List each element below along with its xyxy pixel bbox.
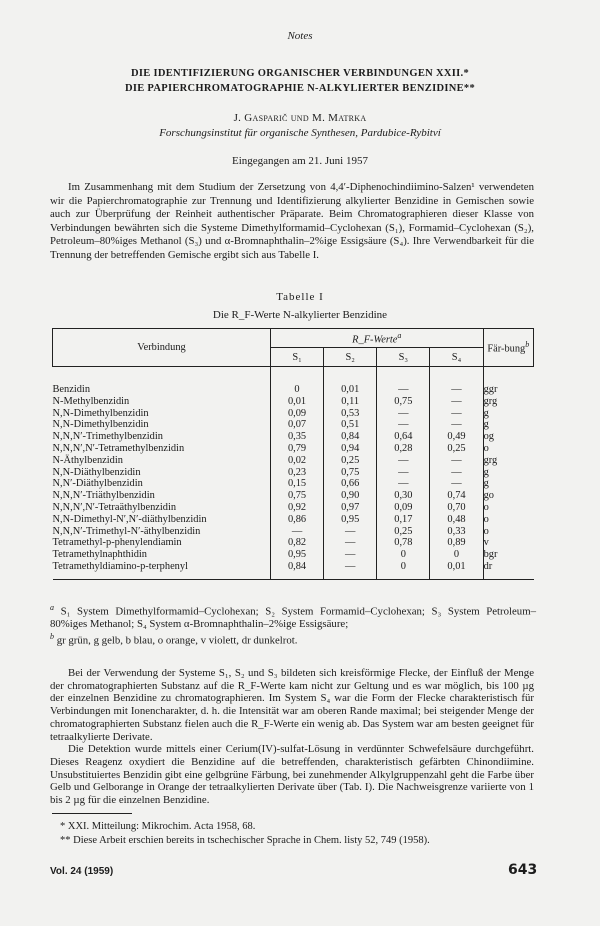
affiliation: Forschungsinstitut für organische Synthesen, Pardubice-Rybitví xyxy=(159,127,441,139)
rf-s3-cell: 0 xyxy=(377,549,430,561)
rf-values-table xyxy=(52,328,534,580)
rf-s1-cell: 0,02 xyxy=(270,455,323,467)
note-1: * XXI. Mitteilung: Mikrochim. Acta 1958, 68. xyxy=(60,821,256,832)
body-paragraph-2: Die Detektion wurde mittels einer Cerium(IV)-sulfat-Lösung in verdünnter Schwefelsäure durchgeführt. Dieses Reagenz oxydiert die Benzidine auf die betreffenden, charakteristisch gefärbten Chinondiimine. Unsubstituiertes Benzidin gibt eine gelbgrüne Färbung, bei zunehmender Alkylgruppenzahl geht die Farbe über Gelb und Gelborange in Orange der tetraalkylierten Derivate über (Tab. I). Die Nachweisgrenze variierte von 1 bis 2 µg für die einzelnen Benzidine. xyxy=(50,743,534,807)
compound-cell: N,N,N′,N′-Tetramethylbenzidin xyxy=(53,443,271,455)
table-row xyxy=(53,467,534,479)
rf-s4-cell: 0,89 xyxy=(430,537,483,549)
rf-s2-cell: — xyxy=(324,526,377,538)
table-caption: Die R_F-Werte N-alkylierter Benzidine xyxy=(212,309,388,321)
table-label: Tabelle I xyxy=(276,291,324,303)
color-cell: ggr xyxy=(483,384,498,395)
footnote-b: $^b$ gr grün, g gelb, b blau, o orange, v violett, dr dunkelrot. xyxy=(50,632,298,647)
table-body xyxy=(53,367,534,580)
rf-s2-cell: 0,51 xyxy=(324,419,377,431)
compound-cell: N,N′-Diäthylbenzidin xyxy=(53,478,271,490)
rf-s1-cell: 0,79 xyxy=(270,443,323,455)
title-line-1: DIE IDENTIFIZIERUNG ORGANISCHER VERBINDUNGEN XXII.* xyxy=(130,68,470,79)
table-row xyxy=(53,455,534,467)
rf-s4-cell: — xyxy=(430,478,483,490)
color-cell: g xyxy=(483,407,489,419)
rf-s3-cell: — xyxy=(377,478,430,490)
page-number: 643 xyxy=(508,862,538,878)
table-row xyxy=(53,419,534,431)
table-row xyxy=(53,384,534,396)
rf-s1-cell: 0,09 xyxy=(270,408,323,420)
rf-s4-cell: 0,33 xyxy=(430,526,483,538)
rf-s3-cell: 0,64 xyxy=(377,431,430,443)
table-row xyxy=(53,490,534,502)
header-compound: Verbindung xyxy=(53,329,271,367)
table-row xyxy=(53,549,534,561)
rf-s3-cell: 0,25 xyxy=(377,526,430,538)
compound-cell: N,N-Dimethylbenzidin xyxy=(53,419,271,431)
table-row xyxy=(53,478,534,490)
header-color-text: Fär-bung xyxy=(487,343,526,355)
table-end-row xyxy=(53,573,534,580)
table-row xyxy=(53,526,534,538)
rf-s3-cell: 0,75 xyxy=(377,396,430,408)
compound-cell: N-Methylbenzidin xyxy=(53,396,271,408)
rf-s2-cell: 0,75 xyxy=(324,467,377,479)
color-cell: grg xyxy=(483,454,498,466)
footnote-b-text: gr grün, g gelb, b blau, o orange, v violett, dr dunkelrot. xyxy=(56,634,298,647)
header-s1: S₁ xyxy=(270,348,323,367)
compound-cell: N,N-Dimethylbenzidin xyxy=(53,408,271,420)
compound-cell: Tetramethyl-p-phenylendiamin xyxy=(53,537,271,549)
header-rf-footnote-mark: a xyxy=(397,330,402,340)
rf-s4-cell: 0,48 xyxy=(430,514,483,526)
rf-s4-cell: — xyxy=(430,455,483,467)
footnote-a-text: S₁ System Dimethylformamid–Cyclohexan; S₂ System Formamid–Cyclohexan; S₃ System Petroleum–80%iges Methanol; S₄ System α-Bromnaphthalin–2%ige Essigsäure; xyxy=(50,605,537,631)
color-cell: o xyxy=(483,513,489,525)
compound-cell: N,N-Diäthylbenzidin xyxy=(53,467,271,479)
rf-s2-cell: — xyxy=(324,537,377,549)
color-cell: bgr xyxy=(483,549,498,561)
rf-s2-cell: 0,53 xyxy=(324,408,377,420)
compound-cell: Tetramethylnaphthidin xyxy=(53,549,271,561)
rf-s1-cell: 0,35 xyxy=(270,431,323,443)
compound-cell: N,N,N′-Triäthylbenzidin xyxy=(53,490,271,502)
rf-s2-cell: 0,90 xyxy=(324,490,377,502)
rf-s4-cell: 0,70 xyxy=(430,502,483,514)
rf-s2-cell: 0,66 xyxy=(324,478,377,490)
running-head: Notes xyxy=(287,30,313,42)
footer-volume: Vol. 24 (1959) xyxy=(50,866,114,877)
intro-paragraph: Im Zusammenhang mit dem Studium der Zersetzung von 4,4′-Diphenochindiimino-Salzen¹ verwendeten wir die Papierchromatographie zur Trennung und Identifizierung alkylierter Benzidine in Gemischen sowie auch zur Überprüfung der Reinheit authentischer Präparate. Beim Chromatographieren dieser Klasse von Verbindungen bewährten sich die Systeme Dimethylformamid–Cyclohexan (S₁), Formamid–Cyclohexan (S₂), Petroleum–80%iges Methanol (S₃) und α-Bromnaphthalin–2%ige Essigsäure (S₄). Ihre Verwendbarkeit für die Trennung der betreffenden Gemische ergibt sich aus Tabelle I. xyxy=(50,181,534,261)
compound-cell: N-Äthylbenzidin xyxy=(53,455,271,467)
rf-s1-cell: 0 xyxy=(270,384,323,396)
rf-s4-cell: — xyxy=(430,408,483,420)
rf-s2-cell: 0,97 xyxy=(324,502,377,514)
rf-s3-cell: — xyxy=(377,384,430,396)
rf-s4-cell: — xyxy=(430,419,483,431)
rf-s1-cell: 0,07 xyxy=(270,419,323,431)
header-rf-values xyxy=(270,329,483,348)
compound-cell: N,N-Dimethyl-N′,N′-diäthylbenzidin xyxy=(53,514,271,526)
table-footnotes xyxy=(50,602,536,648)
rf-s3-cell: — xyxy=(377,408,430,420)
footnote-a: $^a$ S₁ System Dimethylformamid–Cyclohexan; S₂ System Formamid–Cyclohexan; S₃ System Petroleum–80%iges Methanol; S₄ System α-Bromnaphthalin–2%ige Essigsäure; xyxy=(50,603,537,631)
rf-s4-cell: 0,25 xyxy=(430,443,483,455)
header-color xyxy=(483,329,533,367)
table-row xyxy=(53,431,534,443)
header-color-footnote-mark: b xyxy=(525,340,530,350)
table-row xyxy=(53,502,534,514)
rf-s4-cell: — xyxy=(430,384,483,396)
article-title xyxy=(40,66,560,96)
table-row xyxy=(53,408,534,420)
title-line-2: DIE PAPIERCHROMATOGRAPHIE N-ALKYLIERTER BENZIDINE** xyxy=(124,83,476,94)
color-cell: v xyxy=(483,537,489,549)
compound-cell: N,N,N′-Trimethylbenzidin xyxy=(53,431,271,443)
rf-s3-cell: 0,30 xyxy=(377,490,430,502)
body-paragraph-1: Bei der Verwendung der Systeme S₁, S₂ und S₃ bildeten sich kreisförmige Flecke, der Einfluß der Menge der chromatographierten Substanz auf die R_F-Werte kam nicht zur Geltung und es war möglich, bis 100 µg der einzelnen Benzidine zu chromatographieren. Im System S₄ war die Form der Flecke charakteristisch für Verbindungen mit Ionencharakter, d. h. die Intensität war am oberen Rande maximal; bei steigender Menge der chromatographierten Substanz fielen auch die R_F-Werte ein wenig ab. Das System war am besten geeignet für tetraalkylierte Derivate. xyxy=(50,667,534,743)
table-row xyxy=(53,443,534,455)
authors: J. Gasparič und M. Matrka xyxy=(233,112,367,124)
header-s4: S₄ xyxy=(430,348,483,367)
rf-s1-cell: 0,86 xyxy=(270,514,323,526)
header-s3: S₃ xyxy=(377,348,430,367)
note-2: ** Diese Arbeit erschien bereits in tschechischer Sprache in Chem. listy 52, 749 (1958). xyxy=(60,835,430,846)
table-spacer-row xyxy=(53,367,534,385)
table-row xyxy=(53,561,534,573)
table-row xyxy=(53,514,534,526)
color-cell: go xyxy=(483,490,494,502)
rf-s4-cell: 0,01 xyxy=(430,561,483,573)
rf-s1-cell: 0,82 xyxy=(270,537,323,549)
rf-s1-cell: 0,15 xyxy=(270,478,323,490)
rf-s1-cell: 0,84 xyxy=(270,561,323,573)
color-cell: og xyxy=(483,431,494,443)
rf-s4-cell: 0,49 xyxy=(430,431,483,443)
compound-cell: Benzidin xyxy=(53,384,271,396)
rf-s3-cell: 0,78 xyxy=(377,537,430,549)
rf-s3-cell: 0,09 xyxy=(377,502,430,514)
table-row xyxy=(53,396,534,408)
rf-s4-cell: 0 xyxy=(430,549,483,561)
color-cell: g xyxy=(483,466,489,478)
rf-s1-cell: 0,92 xyxy=(270,502,323,514)
rf-s4-cell: — xyxy=(430,396,483,408)
rf-s3-cell: 0 xyxy=(377,561,430,573)
table-row xyxy=(53,537,534,549)
rf-s2-cell: 0,25 xyxy=(324,455,377,467)
rf-s2-cell: — xyxy=(324,561,377,573)
rf-s1-cell: 0,01 xyxy=(270,396,323,408)
rf-s3-cell: — xyxy=(377,419,430,431)
rf-s3-cell: 0,17 xyxy=(377,514,430,526)
rf-s3-cell: 0,28 xyxy=(377,443,430,455)
rf-s1-cell: 0,23 xyxy=(270,467,323,479)
compound-cell: Tetramethyldiamino-p-terphenyl xyxy=(53,561,271,573)
rf-s2-cell: 0,94 xyxy=(324,443,377,455)
color-cell: grg xyxy=(483,395,498,407)
rf-s1-cell: — xyxy=(270,526,323,538)
color-cell: o xyxy=(483,525,489,537)
rf-s4-cell: — xyxy=(430,467,483,479)
notes-separator xyxy=(52,813,132,814)
rf-s2-cell: — xyxy=(324,549,377,561)
body-text xyxy=(50,667,534,807)
compound-cell: N,N,N′,N′-Tetraäthylbenzidin xyxy=(53,502,271,514)
rf-s3-cell: — xyxy=(377,467,430,479)
rf-s1-cell: 0,95 xyxy=(270,549,323,561)
rf-s2-cell: 0,11 xyxy=(324,396,377,408)
header-rf-text: R_F-Werte xyxy=(352,334,398,346)
footnotes-notes xyxy=(60,820,540,848)
color-cell: o xyxy=(483,442,489,454)
header-s2: S₂ xyxy=(324,348,377,367)
compound-cell: N,N,N′-Trimethyl-N′-äthylbenzidin xyxy=(53,526,271,538)
rf-s2-cell: 0,95 xyxy=(324,514,377,526)
color-cell: g xyxy=(483,478,489,490)
color-cell: g xyxy=(483,419,489,431)
received-date: Eingegangen am 21. Juni 1957 xyxy=(232,155,368,167)
color-cell: dr xyxy=(483,560,493,572)
rf-s4-cell: 0,74 xyxy=(430,490,483,502)
color-cell: o xyxy=(483,501,489,513)
rf-s2-cell: 0,84 xyxy=(324,431,377,443)
rf-s2-cell: 0,01 xyxy=(324,384,377,396)
rf-s3-cell: — xyxy=(377,455,430,467)
rf-s1-cell: 0,75 xyxy=(270,490,323,502)
